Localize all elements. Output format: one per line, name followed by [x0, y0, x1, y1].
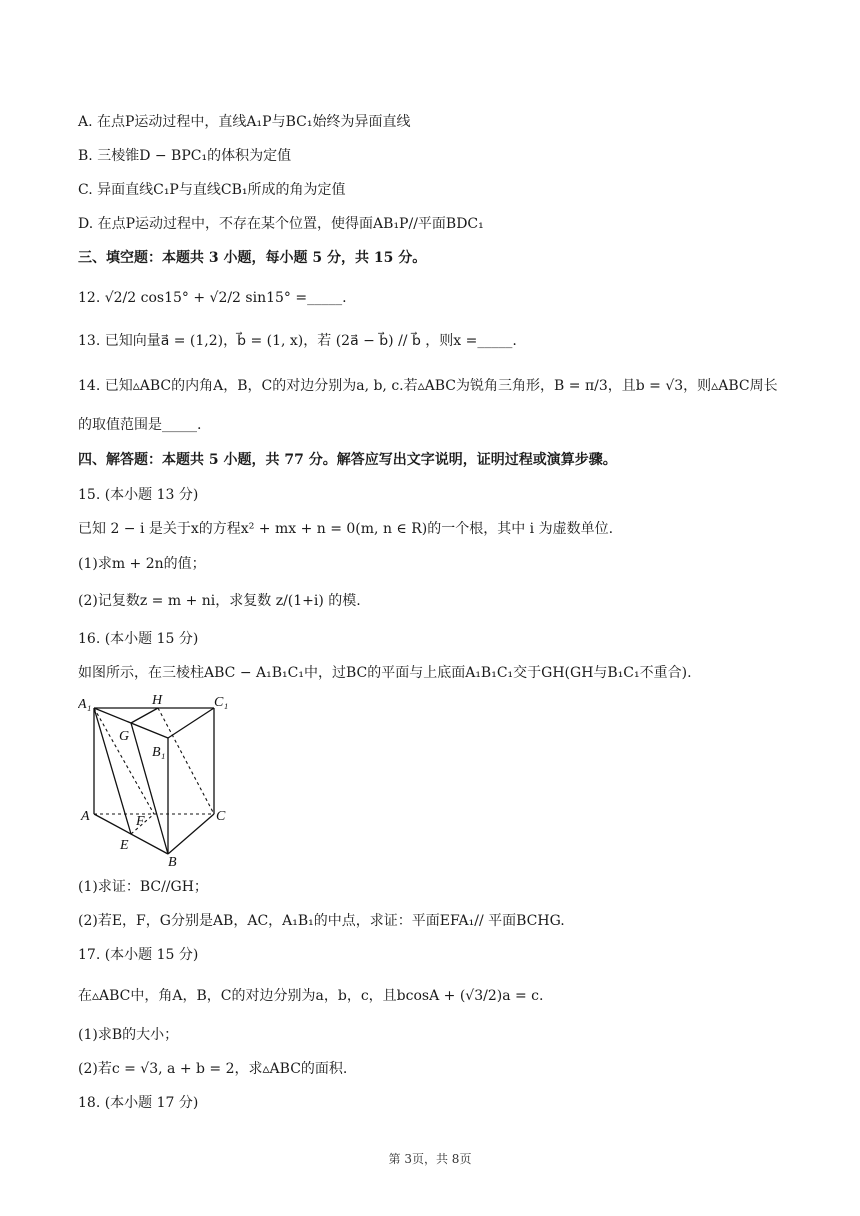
question-17-stem: 在▵ABC中，角A，B，C的对边分别为a，b，c，且bcosA + (√3/2)a = c. [78, 988, 544, 1004]
section-3-heading: 三、填空题：本题共 3 小题，每小题 5 分，共 15 分。 [78, 250, 427, 266]
label-a1: A₁ [78, 697, 92, 712]
question-16-part-2: (2)若E，F，G分别是AB，AC，A₁B₁的中点，求证：平面EFA₁// 平面BCHG. [78, 913, 565, 929]
segment-a1-e [94, 708, 131, 834]
label-c1: C₁ [214, 695, 229, 710]
section-4-heading: 四、解答题：本题共 5 小题，共 77 分。解答应写出文字说明，证明过程或演算步骤。 [78, 452, 617, 468]
option-d: D. 在点P运动过程中，不存在某个位置，使得面AB₁P//平面BDC₁ [78, 216, 484, 232]
question-17-part-1: (1)求B的大小； [78, 1027, 179, 1043]
label-f: F [136, 814, 145, 829]
edge-b-c [168, 814, 214, 854]
question-14-line-2: 的取值范围是_____. [78, 417, 202, 433]
question-15-part-2: (2)记复数z = m + ni，求复数 z/(1+i) 的模. [78, 593, 361, 609]
question-15-title: 15. (本小题 13 分) [78, 487, 199, 503]
question-18-title: 18. (本小题 17 分) [78, 1095, 199, 1111]
edge-b1-c1 [168, 708, 214, 738]
page-footer: 第 3页，共 8页 [388, 1152, 472, 1166]
question-12: 12. √2/2 cos15° + √2/2 sin15° =_____. [78, 290, 347, 306]
label-a: A [81, 809, 90, 824]
label-c: C [216, 809, 226, 824]
question-16-stem: 如图所示，在三棱柱ABC − A₁B₁C₁中，过BC的平面与上底面A₁B₁C₁交于GH(GH与B₁C₁不重合). [78, 665, 692, 681]
option-c: C. 异面直线C₁P与直线CB₁所成的角为定值 [78, 182, 346, 198]
segment-g-b [131, 723, 168, 854]
label-b: B [168, 855, 177, 870]
segment-h-c-hidden [158, 708, 214, 814]
prism-diagram [78, 690, 238, 870]
label-g: G [119, 729, 130, 744]
label-b1: B₁ [152, 745, 166, 760]
question-15-stem: 已知 2 − i 是关于x的方程x² + mx + n = 0(m, n ∈ R)的一个根，其中 i 为虚数单位. [78, 521, 614, 537]
question-16-part-1: (1)求证：BC//GH； [78, 879, 208, 895]
question-16-title: 16. (本小题 15 分) [78, 631, 199, 647]
question-14-line-1: 14. 已知▵ABC的内角A，B，C的对边分别为a, b, c.若▵ABC为锐角三角形，B = π/3，且b = √3，则▵ABC周长 [78, 378, 778, 394]
question-17-part-2: (2)若c = √3, a + b = 2，求▵ABC的面积. [78, 1061, 348, 1077]
question-17-title: 17. (本小题 15 分) [78, 947, 199, 963]
option-b: B. 三棱锥D − BPC₁的体积为定值 [78, 148, 292, 164]
option-a: A. 在点P运动过程中，直线A₁P与BC₁始终为异面直线 [78, 114, 411, 130]
label-h: H [152, 693, 163, 708]
label-e: E [120, 838, 129, 853]
segment-g-h [131, 708, 158, 723]
prism-figure [78, 690, 238, 874]
question-15-part-1: (1)求m + 2n的值； [78, 556, 206, 572]
question-13: 13. 已知向量a⃗ = (1,2)，b⃗ = (1, x)，若 (2a⃗ − b⃗) // b⃗ ，则x =_____. [78, 333, 517, 349]
segment-a1-f-hidden [94, 708, 154, 814]
